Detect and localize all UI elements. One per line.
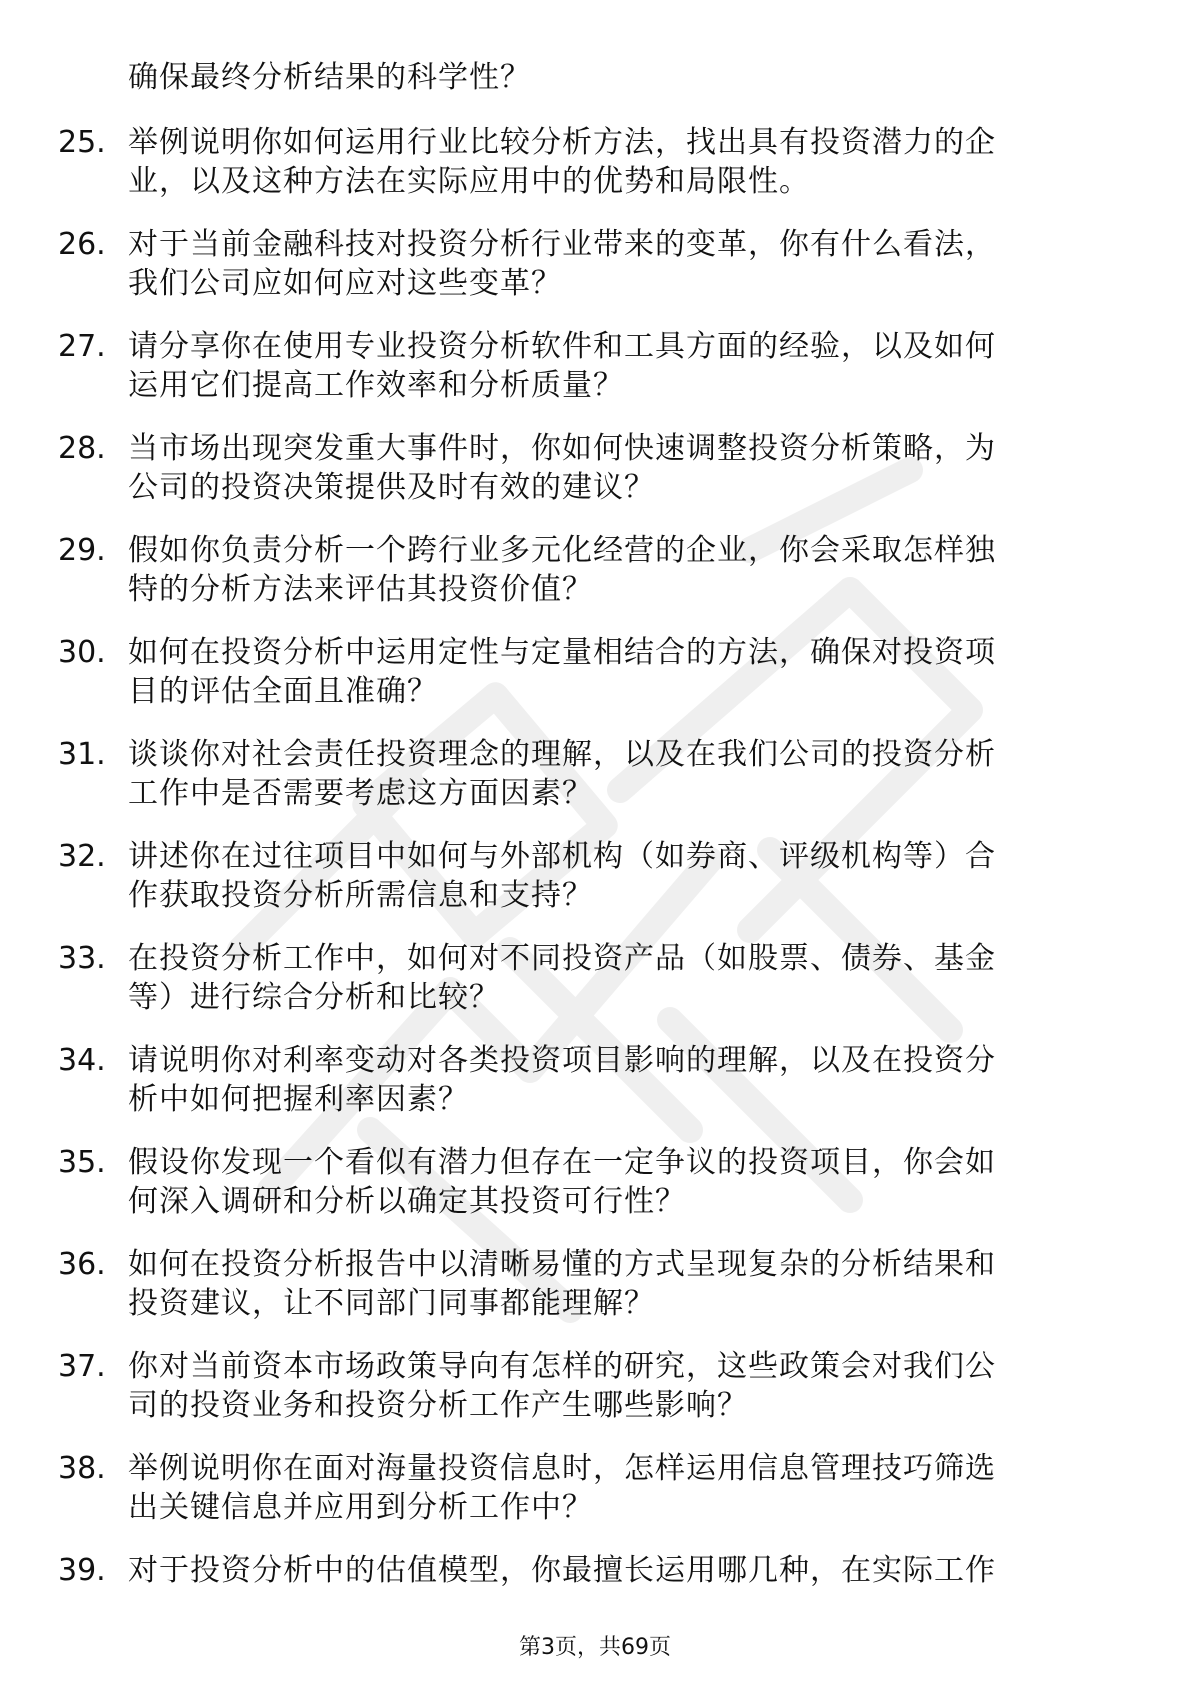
question-item — [58, 225, 1118, 303]
question-item — [58, 429, 1118, 507]
question-item — [58, 1449, 1118, 1527]
question-number: 34. — [58, 1043, 106, 1078]
continued-question-text: 确保最终分析结果的科学性？ — [128, 60, 531, 95]
question-item — [58, 837, 1118, 915]
question-text-line: 讲述你在过往项目中如何与外部机构（如券商、评级机构等）合 — [128, 839, 996, 874]
question-number: 32. — [58, 839, 106, 874]
question-text-line: 公司的投资决策提供及时有效的建议？ — [128, 470, 655, 505]
question-text-line: 假设你发现一个看似有潜力但存在一定争议的投资项目，你会如 — [128, 1145, 996, 1180]
question-number: 27. — [58, 329, 106, 364]
question-number: 28. — [58, 431, 106, 466]
question-text-line: 运用它们提高工作效率和分析质量？ — [128, 368, 624, 403]
question-text-line: 特的分析方法来评估其投资价值？ — [128, 572, 593, 607]
question-text-line: 目的评估全面且准确？ — [128, 674, 438, 709]
question-number: 35. — [58, 1145, 106, 1180]
question-text-line: 如何在投资分析中运用定性与定量相结合的方法，确保对投资项 — [128, 635, 996, 670]
question-item — [58, 123, 1118, 201]
question-text-line: 请说明你对利率变动对各类投资项目影响的理解，以及在投资分 — [128, 1043, 996, 1078]
question-text-line: 假如你负责分析一个跨行业多元化经营的企业，你会采取怎样独 — [128, 533, 996, 568]
question-text-line: 析中如何把握利率因素？ — [128, 1082, 469, 1117]
question-text-line: 对于当前金融科技对投资分析行业带来的变革，你有什么看法， — [128, 227, 996, 262]
questions-container — [58, 123, 1118, 1590]
question-text-line: 工作中是否需要考虑这方面因素？ — [128, 776, 593, 811]
question-text-line: 出关键信息并应用到分析工作中？ — [128, 1490, 593, 1525]
question-number: 29. — [58, 533, 106, 568]
question-list — [58, 58, 1118, 1614]
question-number: 38. — [58, 1451, 106, 1486]
question-item — [58, 633, 1118, 711]
question-text-line: 何深入调研和分析以确定其投资可行性？ — [128, 1184, 686, 1219]
question-number: 39. — [58, 1553, 106, 1588]
question-text-line: 举例说明你如何运用行业比较分析方法，找出具有投资潜力的企 — [128, 125, 996, 160]
question-text-line: 谈谈你对社会责任投资理念的理解，以及在我们公司的投资分析 — [128, 737, 996, 772]
question-item — [58, 735, 1118, 813]
question-number: 36. — [58, 1247, 106, 1282]
question-text-line: 请分享你在使用专业投资分析软件和工具方面的经验，以及如何 — [128, 329, 996, 364]
question-number: 30. — [58, 635, 106, 670]
question-text-line: 你对当前资本市场政策导向有怎样的研究，这些政策会对我们公 — [128, 1349, 996, 1384]
question-text-line: 投资建议，让不同部门同事都能理解？ — [128, 1286, 655, 1321]
question-text-line: 如何在投资分析报告中以清晰易懂的方式呈现复杂的分析结果和 — [128, 1247, 996, 1282]
question-text-line: 作获取投资分析所需信息和支持？ — [128, 878, 593, 913]
question-item — [58, 1245, 1118, 1323]
question-text-line: 等）进行综合分析和比较？ — [128, 980, 500, 1015]
question-number: 25. — [58, 125, 106, 160]
question-text-line: 我们公司应如何应对这些变革？ — [128, 266, 562, 301]
question-text-line: 当市场出现突发重大事件时，你如何快速调整投资分析策略，为 — [128, 431, 996, 466]
question-item — [58, 1347, 1118, 1425]
question-text-line: 在投资分析工作中，如何对不同投资产品（如股票、债券、基金 — [128, 941, 996, 976]
question-text-line: 举例说明你在面对海量投资信息时，怎样运用信息管理技巧筛选 — [128, 1451, 996, 1486]
question-item — [58, 1041, 1118, 1119]
question-text-line: 司的投资业务和投资分析工作产生哪些影响？ — [128, 1388, 748, 1423]
question-item — [58, 327, 1118, 405]
question-item — [58, 1551, 1118, 1590]
question-number: 26. — [58, 227, 106, 262]
question-number: 33. — [58, 941, 106, 976]
question-text-line: 业，以及这种方法在实际应用中的优势和局限性。 — [128, 164, 810, 199]
question-number: 31. — [58, 737, 106, 772]
question-item — [58, 1143, 1118, 1221]
question-item — [58, 531, 1118, 609]
question-text-line: 对于投资分析中的估值模型，你最擅长运用哪几种，在实际工作 — [128, 1553, 996, 1588]
page-footer: 第3页，共69页 — [519, 1635, 671, 1660]
question-item — [58, 939, 1118, 1017]
question-number: 37. — [58, 1349, 106, 1384]
